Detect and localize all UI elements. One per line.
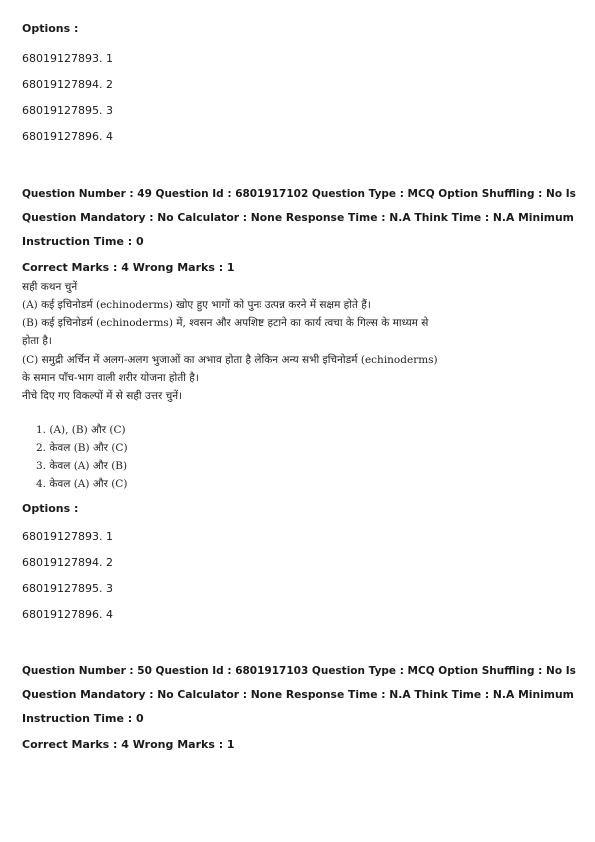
question-text: (A) कई इचिनोडर्म (echinoderms) खोए हुए भागों को पुनः उत्पन्न करने में सक्षम होते हैं। (22, 299, 371, 311)
option-item: 68019127893. 1 (22, 530, 113, 543)
options-label: Options : (22, 502, 79, 515)
option-item: 68019127895. 3 (22, 104, 113, 117)
answer-choice: 1. (A), (B) और (C) (36, 424, 126, 436)
answer-choice: 4. केवल (A) और (C) (36, 478, 128, 490)
answer-choice: 2. केवल (B) और (C) (36, 442, 128, 454)
option-item: 68019127893. 1 (22, 52, 113, 65)
option-item: 68019127895. 3 (22, 582, 113, 595)
question-header: Question Mandatory : No Calculator : None Response Time : N.A Think Time : N.A Minimum (22, 688, 574, 701)
question-header: Question Number : 49 Question Id : 6801917102 Question Type : MCQ Option Shuffling : No Is (22, 188, 576, 200)
question-header: Instruction Time : 0 (22, 712, 144, 725)
question-text: होता है। (22, 335, 52, 347)
option-item: 68019127894. 2 (22, 78, 113, 91)
question-header: Instruction Time : 0 (22, 235, 144, 248)
option-item: 68019127894. 2 (22, 556, 113, 569)
question-header: Question Number : 50 Question Id : 6801917103 Question Type : MCQ Option Shuffling : No Is (22, 665, 576, 677)
question-marks: Correct Marks : 4 Wrong Marks : 1 (22, 261, 235, 274)
question-text: (C) समुद्री अर्चिन में अलग-अलग भुजाओं का अभाव होता है लेकिन अन्य सभी इचिनोडर्म (echinoderms) (22, 354, 438, 366)
question-text: सही कथन चुनें (22, 281, 78, 293)
option-item: 68019127896. 4 (22, 608, 113, 621)
question-header: Question Mandatory : No Calculator : None Response Time : N.A Think Time : N.A Minimum (22, 211, 574, 224)
question-text: नीचे दिए गए विकल्पों में से सही उत्तर चुनें। (22, 390, 183, 402)
options-label: Options : (22, 22, 79, 35)
answer-choice: 3. केवल (A) और (B) (36, 460, 128, 472)
option-item: 68019127896. 4 (22, 130, 113, 143)
question-text: (B) कई इचिनोडर्म (echinoderms) में, श्वसन और अपशिष्ट हटाने का कार्य त्वचा के गिल्स के माध्यम से (22, 317, 429, 329)
question-marks: Correct Marks : 4 Wrong Marks : 1 (22, 738, 235, 751)
question-text: के समान पाँच-भाग वाली शरीर योजना होती है। (22, 372, 199, 384)
